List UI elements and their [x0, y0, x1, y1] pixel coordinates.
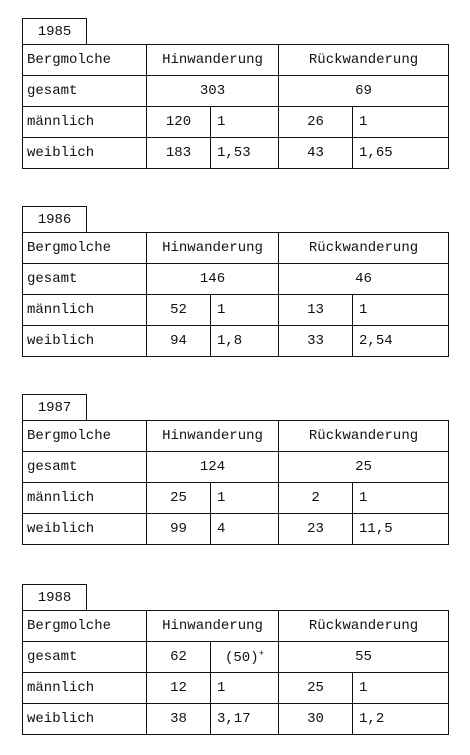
- male-label: männlich: [23, 673, 147, 704]
- female-label: weiblich: [23, 326, 147, 357]
- outbound-header: Hinwanderung: [147, 45, 279, 76]
- migration-table: [22, 610, 449, 735]
- migration-table: [22, 44, 449, 169]
- male-return-ratio: 1: [353, 107, 449, 138]
- female-return-count: 23: [279, 514, 353, 545]
- total-return: 25: [279, 452, 449, 483]
- total-return: 69: [279, 76, 449, 107]
- male-row: [23, 107, 449, 138]
- header-row: [23, 233, 449, 264]
- male-row: [23, 295, 449, 326]
- year-label: 1986: [22, 206, 87, 232]
- outbound-header: Hinwanderung: [147, 233, 279, 264]
- male-return-ratio: 1: [353, 673, 449, 704]
- female-return-count: 33: [279, 326, 353, 357]
- estimate-footnote-mark: +: [258, 648, 265, 659]
- header-row: [23, 45, 449, 76]
- total-row: [23, 76, 449, 107]
- female-row: [23, 326, 449, 357]
- male-return-ratio: 1: [353, 483, 449, 514]
- migration-table: [22, 420, 449, 545]
- total-row: [23, 642, 449, 673]
- female-outbound-ratio: 1,8: [211, 326, 279, 357]
- female-return-ratio: 1,2: [353, 704, 449, 735]
- male-return-ratio: 1: [353, 295, 449, 326]
- outbound-header: Hinwanderung: [147, 611, 279, 642]
- total-return: 46: [279, 264, 449, 295]
- female-return-ratio: 2,54: [353, 326, 449, 357]
- male-outbound-count: 12: [147, 673, 211, 704]
- year-label: 1985: [22, 18, 87, 44]
- total-row: [23, 264, 449, 295]
- year-label: 1988: [22, 584, 87, 610]
- female-label: weiblich: [23, 138, 147, 169]
- female-row: [23, 514, 449, 545]
- return-header: Rückwanderung: [279, 421, 449, 452]
- header-row: [23, 611, 449, 642]
- male-outbound-count: 120: [147, 107, 211, 138]
- male-outbound-ratio: 1: [211, 673, 279, 704]
- male-outbound-count: 52: [147, 295, 211, 326]
- male-row: [23, 483, 449, 514]
- female-row: [23, 704, 449, 735]
- female-label: weiblich: [23, 514, 147, 545]
- return-header: Rückwanderung: [279, 611, 449, 642]
- male-outbound-ratio: 1: [211, 483, 279, 514]
- total-outbound: 303: [147, 76, 279, 107]
- year-label: 1987: [22, 394, 87, 420]
- male-outbound-ratio: 1: [211, 295, 279, 326]
- male-label: männlich: [23, 483, 147, 514]
- male-return-count: 2: [279, 483, 353, 514]
- species-header: Bergmolche: [23, 233, 147, 264]
- female-return-count: 43: [279, 138, 353, 169]
- total-outbound: 124: [147, 452, 279, 483]
- female-outbound-ratio: 1,53: [211, 138, 279, 169]
- female-return-ratio: 1,65: [353, 138, 449, 169]
- male-return-count: 25: [279, 673, 353, 704]
- female-return-count: 30: [279, 704, 353, 735]
- female-return-ratio: 11,5: [353, 514, 449, 545]
- species-header: Bergmolche: [23, 611, 147, 642]
- species-header: Bergmolche: [23, 45, 147, 76]
- total-outbound: 146: [147, 264, 279, 295]
- return-header: Rückwanderung: [279, 233, 449, 264]
- total-label: gesamt: [23, 76, 147, 107]
- male-outbound-ratio: 1: [211, 107, 279, 138]
- female-row: [23, 138, 449, 169]
- male-row: [23, 673, 449, 704]
- estimate-value: (50): [225, 649, 259, 666]
- female-outbound-ratio: 3,17: [211, 704, 279, 735]
- female-outbound-count: 94: [147, 326, 211, 357]
- header-row: [23, 421, 449, 452]
- female-outbound-count: 38: [147, 704, 211, 735]
- total-label: gesamt: [23, 452, 147, 483]
- male-return-count: 26: [279, 107, 353, 138]
- total-outbound-estimate: [211, 642, 279, 673]
- total-return: 55: [279, 642, 449, 673]
- female-outbound-count: 99: [147, 514, 211, 545]
- male-label: männlich: [23, 107, 147, 138]
- male-label: männlich: [23, 295, 147, 326]
- female-outbound-count: 183: [147, 138, 211, 169]
- total-row: [23, 452, 449, 483]
- return-header: Rückwanderung: [279, 45, 449, 76]
- total-label: gesamt: [23, 264, 147, 295]
- species-header: Bergmolche: [23, 421, 147, 452]
- migration-table: [22, 232, 449, 357]
- male-outbound-count: 25: [147, 483, 211, 514]
- total-outbound: 62: [147, 642, 211, 673]
- female-label: weiblich: [23, 704, 147, 735]
- total-label: gesamt: [23, 642, 147, 673]
- outbound-header: Hinwanderung: [147, 421, 279, 452]
- female-outbound-ratio: 4: [211, 514, 279, 545]
- male-return-count: 13: [279, 295, 353, 326]
